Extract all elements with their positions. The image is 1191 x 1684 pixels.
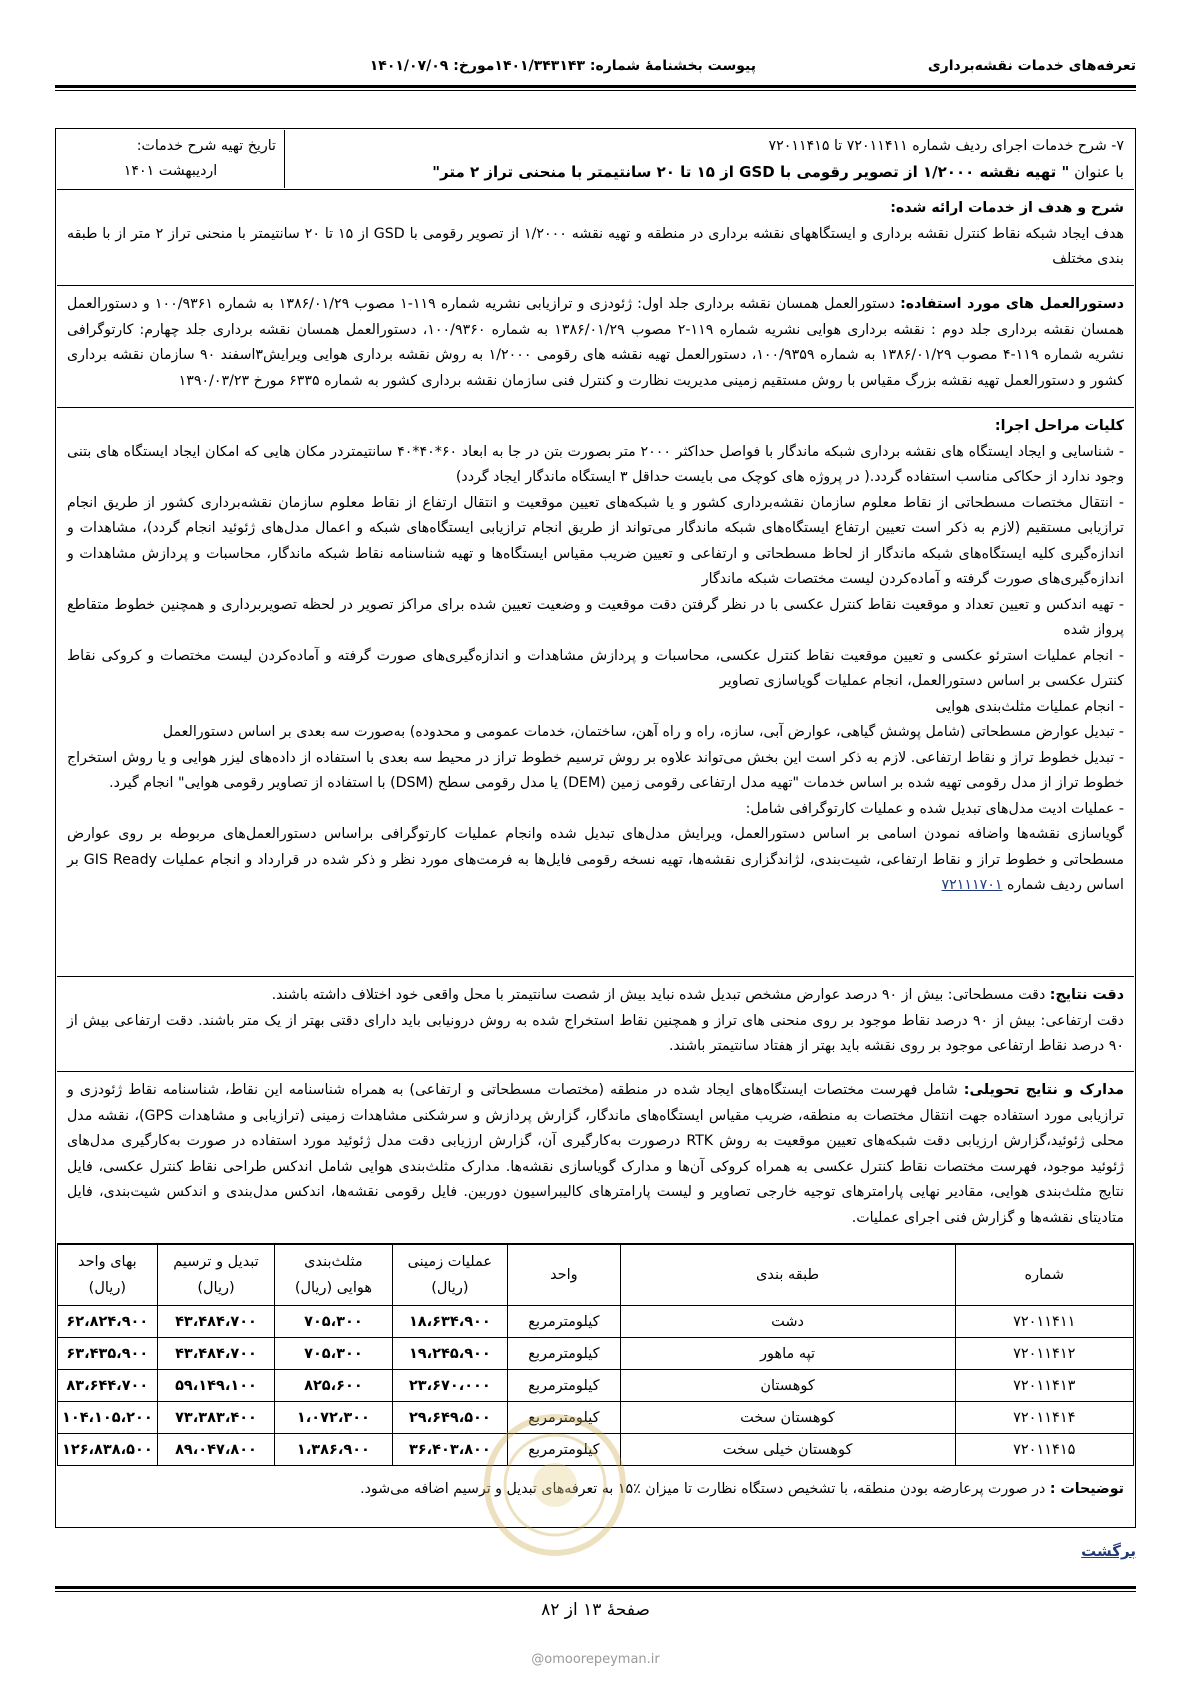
accuracy-section <box>57 977 1134 1072</box>
cell-conversion: ۴۳،۴۸۴،۷۰۰ <box>157 1338 275 1370</box>
steps-heading: کلیات مراحل اجرا: <box>994 418 1124 434</box>
step-item: - انتقال مختصات مسطحاتی از نقاط معلوم سازمان نقشه‌برداری کشور و یا شبکه‌های تعیین موقعیت و انتقال ارتفاع از نقاط معلوم سازمان نقشه‌برداری کشور از طریق انجام ترازیابی مستقیم (لازم به ذکر است تعیین ارتفاع ایستگاه‌های شبکه ماندگار می‌تواند از طریق انجام ترازیابی ایستگاه‌های شبکه و اعمال مدل‌های ژئوئید انجام گردد)، مشاهدات و اندازه‌گیری کلیه ایستگاه‌های شبکه ماندگار از لحاظ مسطحاتی و ارتفاعی و تعیین ضریب مقیاس ایستگاه‌ها و تهیه شناسنامه نقاط شبکه ماندگار، محاسبات و پردازش مشاهدات و اندازه‌گیری‌های صورت گرفته و آماده‌کردن لیست مختصات شبکه ماندگار <box>67 494 1124 587</box>
col-price-l2: (ریال) <box>88 1280 126 1296</box>
deliverables-text: شامل فهرست مختصات ایستگاه‌های ایجاد شده در منطقه (مختصات مسطحاتی و ارتفاعی) به همراه شناسنامه این نقاط، شناسنامه نقاط ژئودزی و ترازیابی مورد استفاده جهت انتقال مختصات به منطقه، ضریب مقیاس ایستگاه‌های ماندگار، گزارش پردازش و سرشکنی مشاهدات زمینی (ترازیابی و مشاهدات GPS)، نقشه مدل محلی ژئوئید،گزارش ارزیابی دقت شبکه‌های تعیین موقعیت به روش RTK درصورت به‌کارگیری آن، گزارش ارزیابی دقت مدل ژئوئید مورد استفاده در صورت به‌کارگیری مدل‌های ژئوئید موجود، فهرست مختصات نقاط کنترل عکسی به همراه کروکی آن‌ها و مدارک گویاسازی نقشه‌ها. مدارک مثلث‌بندی هوایی شامل اندکس طراحی نقاط کنترل عکسی، فایل نتایج مثلث‌بندی هوایی، مقادیر نهایی پارامترهای توجیه خارجی تصاویر و لیست پارامترهای کالیبراسیون دوربین. فایل رقومی نقشه‌ها، اندکس مدل‌بندی و اندکس شیت‌بندی، فایل متادیتای نقشه‌ها و گزارش فنی اجرای عملیات. <box>67 1082 1124 1226</box>
purpose-heading: شرح و هدف از خدمات ارائه شده: <box>890 200 1124 216</box>
row-reference-link[interactable]: ۷۲۱۱۱۷۰۱ <box>941 877 1003 893</box>
col-aerial-l2: هوایی (ریال) <box>294 1280 373 1296</box>
cell-number: ۷۲۰۱۱۴۱۳ <box>955 1370 1133 1402</box>
step-item: - تبدیل عوارض مسطحاتی (شامل پوشش گیاهی، عوارض آبی، سازه، راه و راه آهن، ساختمان، خدمات عمومی و محدوده) به‌صورت سه بعدی بر اساس دستورالعمل <box>162 724 1124 740</box>
cell-aerial: ۷۰۵،۳۰۰ <box>275 1306 392 1338</box>
col-aerial-l1: مثلث‌بندی <box>304 1254 363 1270</box>
cell-conversion: ۷۳،۳۸۳،۴۰۰ <box>157 1402 275 1434</box>
col-classification: طبقه بندی <box>620 1245 955 1306</box>
cell-number: ۷۲۰۱۱۴۱۴ <box>955 1402 1133 1434</box>
instructions-section <box>57 286 1134 408</box>
col-aerial <box>275 1245 392 1306</box>
cell-aerial: ۱،۰۷۲،۳۰۰ <box>275 1402 392 1434</box>
service-date-value: اردیبهشت ۱۴۰۱ <box>123 163 218 179</box>
service-title-section <box>57 130 1134 190</box>
footer-divider <box>55 1586 1136 1592</box>
cell-number: ۷۲۰۱۱۴۱۲ <box>955 1338 1133 1370</box>
deliverables-section <box>57 1072 1134 1244</box>
step-final-body: گویاسازی نقشه‌ها واضافه نمودن اسامی بر اساس دستورالعمل، ویرایش مدل‌های تبدیل شده وانجام عملیات کارتوگرافی براساس دستورالعمل‌های مربوطه بر روی عوارض مسطحاتی و خطوط تراز و نقاط ارتفاعی، شیت‌بندی، لژاندگزاری نقشه‌ها، تهیه نسخه رقومی فایل‌ها به فرمت‌های مورد نظر و ذکر شده در قرارداد و انجام عملیات GIS Ready بر اساس ردیف شماره <box>67 826 1124 893</box>
cell-unit-price: ۱۲۶،۸۳۸،۵۰۰ <box>58 1434 158 1466</box>
cell-ground: ۲۹،۶۴۹،۵۰۰ <box>392 1402 508 1434</box>
cell-number: ۷۲۰۱۱۴۱۱ <box>955 1306 1133 1338</box>
cell-unit: کیلومترمربع <box>508 1434 620 1466</box>
service-title-box <box>284 130 1134 188</box>
accuracy-heading: دقت نتایج: <box>1049 987 1124 1003</box>
col-unit-price <box>58 1245 158 1306</box>
service-date-label: تاریخ تهیه شرح خدمات: <box>136 138 276 154</box>
instructions-heading: دستورالعمل های مورد استفاده: <box>900 296 1125 312</box>
service-line2-prefix: با عنوان <box>1069 162 1124 181</box>
table-row <box>58 1306 1134 1338</box>
cell-unit: کیلومترمربع <box>508 1370 620 1402</box>
col-ground-l1: عملیات زمینی <box>407 1254 493 1270</box>
step-item: - انجام عملیات مثلث‌بندی هوایی <box>935 698 1124 715</box>
step-item: - شناسایی و ایجاد ایستگاه های نقشه برداری شبکه ماندگار با فواصل حداکثر ۲۰۰۰ متر بصورت بتن در جا به ابعاد ۶۰*۴۰*۴۰ سانتیمتردر مکان هایی که امکان ایجاد ایستگاه های بتنی وجود ندارد از حکاکی مناسب استفاده گردد.( در پروژه های کوچک می بایست حداقل ۳ ایستگاه ماندگار ایجاد گردد) <box>67 443 1124 485</box>
table-header-row <box>58 1245 1134 1306</box>
cell-classification: تپه ماهور <box>620 1338 955 1370</box>
cell-conversion: ۵۹،۱۴۹،۱۰۰ <box>157 1370 275 1402</box>
col-conv-l1: تبدیل و ترسیم <box>173 1254 259 1270</box>
cell-ground: ۳۶،۴۰۳،۸۰۰ <box>392 1434 508 1466</box>
header-attachment: پیوست بخشنامۀ شماره: ۱۴۰۱/۳۴۳۱۴۳مورخ: ۱۴۰۱/۰۷/۰۹ <box>369 58 756 74</box>
cell-classification: کوهستان سخت <box>620 1402 955 1434</box>
accuracy-text-2: دقت ارتفاعی: بیش از ۹۰ درصد نقاط موجود بر روی منحنی های تراز و همچنین نقاط استخراج شده به روش درونیابی باید دارای دقتی بهتر از یک متر باشند. دقت ارتفاعی بیش از ۹۰ درصد نقاط ارتفاعی موجود بر روی نقشه باید بهتر از هفتاد سانتیمتر باشند. <box>67 1012 1125 1054</box>
instructions-text: دستورالعمل همسان نقشه برداری جلد اول: ژئودزی و ترازیابی نشریه شماره ۱۱۹-۱ مصوب ۱۳۸۶/۰۱/۲۹ به شماره ۱۰۰/۹۳۶۱ و دستورالعمل همسان نقشه برداری جلد دوم : نقشه برداری هوایی نشریه شماره ۱۱۹-۲ مصوب ۱۳۸۶/۰۱/۲۹ به شماره ۱۰۰/۹۳۶۰، دستورالعمل همسان نقشه برداری جلد چهارم: کارتوگرافی نشریه شماره ۱۱۹-۴ مصوب ۱۳۸۶/۰۱/۲۹ به شماره ۱۰۰/۹۳۵۹، دستورالعمل تهیه نقشه های رقومی ۱/۲۰۰۰ به روش نقشه برداری هوایی ویرایش۳اسفند ۹۰ سازمان نقشه برداری کشور و دستورالعمل تهیه نقشه بزرگ مقیاس با روش مستقیم زمینی مدیریت نظارت و کنترل فنی سازمان نقشه برداری کشور به شماره ۶۳۳۵ مورخ ۱۳۹۰/۰۳/۲۳ <box>67 296 1125 389</box>
col-number: شماره <box>955 1245 1133 1306</box>
cell-ground: ۲۳،۶۷۰،۰۰۰ <box>392 1370 508 1402</box>
step-item: - تبدیل خطوط تراز و نقاط ارتفاعی. لازم به ذکر است این بخش می‌تواند علاوه بر روش ترسیم خطوط تراز در محیط سه بعدی با استفاده از داده‌های لیزر هوایی و یا روش استخراج خطوط تراز از مدل رقومی تهیه شده بر اساس خدمات "تهیه مدل ارتفاعی رقومی زمین (DEM) یا مدل رقومی سطح (DSM) با استفاده از تصاویر رقومی هوایی" انجام گیرد. <box>67 749 1124 791</box>
accuracy-text: دقت مسطحاتی: بیش از ۹۰ درصد عوارض مشخص تبدیل شده نباید بیش از شصت سانتیمتر با محل واقعی خود اختلاف داشته باشند. <box>271 987 1050 1003</box>
service-line1: ۷- شرح خدمات اجرای ردیف شماره ۷۲۰۱۱۴۱۱ تا ۷۲۰۱۱۴۱۵ <box>768 138 1124 154</box>
cell-ground: ۱۹،۲۴۵،۹۰۰ <box>392 1338 508 1370</box>
cell-aerial: ۸۲۵،۶۰۰ <box>275 1370 392 1402</box>
cell-conversion: ۸۹،۰۴۷،۸۰۰ <box>157 1434 275 1466</box>
cell-unit: کیلومترمربع <box>508 1338 620 1370</box>
cell-ground: ۱۸،۶۳۴،۹۰۰ <box>392 1306 508 1338</box>
cell-aerial: ۷۰۵،۳۰۰ <box>275 1338 392 1370</box>
col-conversion <box>157 1245 275 1306</box>
site-watermark: @omoorepeyman.ir <box>531 1652 660 1667</box>
col-unit: واحد <box>508 1245 620 1306</box>
header-title: تعرفه‌های خدمات نقشه‌برداری <box>927 58 1136 74</box>
notes-text: در صورت پرعارضه بودن منطقه، با تشخیص دستگاه نظارت تا میزان ٪۱۵ به تعرفه‌های تبدیل و ترسیم اضافه می‌شود. <box>360 1481 1050 1497</box>
col-price-l1: بهای واحد <box>77 1254 137 1270</box>
page-header <box>55 54 1136 80</box>
col-ground <box>392 1245 508 1306</box>
cell-unit-price: ۸۳،۶۴۴،۷۰۰ <box>58 1370 158 1402</box>
cell-number: ۷۲۰۱۱۴۱۵ <box>955 1434 1133 1466</box>
page-number: صفحۀ ۱۳ از ۸۲ <box>541 1600 650 1620</box>
cell-unit: کیلومترمربع <box>508 1402 620 1434</box>
cell-unit-price: ۶۳،۴۳۵،۹۰۰ <box>58 1338 158 1370</box>
step-item: - انجام عملیات استرئو عکسی و تعیین موقعیت نقاط کنترل عکسی، محاسبات و پردازش مشاهدات و اندازه‌گیری‌های صورت گرفته و آماده‌کردن لیست مختصات و کروکی نقاط کنترل عکسی بر اساس دستورالعمل، انجام عملیات گویاسازی تصاویر <box>67 647 1124 689</box>
cell-classification: کوهستان <box>620 1370 955 1402</box>
cell-unit-price: ۶۲،۸۲۴،۹۰۰ <box>58 1306 158 1338</box>
table-row <box>58 1338 1134 1370</box>
back-link[interactable]: برگشت <box>1081 1542 1136 1560</box>
service-line2 <box>295 160 1124 186</box>
steps-section <box>57 408 1134 977</box>
service-line2-title: " تهیه نقشه ۱/۲۰۰۰ از تصویر رقومی با GSD از ۱۵ تا ۲۰ سانتیمتر با منحنی تراز ۲ متر" <box>432 162 1070 181</box>
service-date-box <box>57 130 284 188</box>
col-ground-l2: (ریال) <box>431 1280 469 1296</box>
cell-classification: کوهستان خیلی سخت <box>620 1434 955 1466</box>
notes-heading: توضیحات : <box>1049 1481 1124 1497</box>
cell-unit: کیلومترمربع <box>508 1306 620 1338</box>
purpose-text: هدف ایجاد شبکه نقاط کنترل نقشه برداری و ایستگاههای نقشه برداری در منطقه و تهیه نقشه ۱/۲۰۰۰ از تصویر رقومی با GSD از ۱۵ تا ۲۰ سانتیمتر با منحنی تراز ۲ متر از با طبقه بندی مختلف <box>67 225 1125 267</box>
step-final-text <box>67 822 1124 899</box>
step-item: - عملیات ادیت مدل‌های تبدیل شده و عملیات کارتوگرافی شامل: <box>745 800 1124 817</box>
step-item: - تهیه اندکس و تعیین تعداد و موقعیت نقاط کنترل عکسی با در نظر گرفتن دقت موقعیت و وضعیت تعیین شده برای مراکز تصویر در لحظه تصویربرداری و همچنین خطوط متقاطع پرواز شده <box>67 596 1124 638</box>
cell-aerial: ۱،۳۸۶،۹۰۰ <box>275 1434 392 1466</box>
header-divider <box>55 85 1136 91</box>
cell-conversion: ۴۳،۴۸۴،۷۰۰ <box>157 1306 275 1338</box>
cell-classification: دشت <box>620 1306 955 1338</box>
purpose-section <box>57 190 1134 286</box>
seal-watermark-icon <box>480 1410 630 1560</box>
col-conv-l2: (ریال) <box>197 1280 235 1296</box>
deliverables-heading: مدارک و نتایج تحویلی: <box>963 1082 1124 1098</box>
table-row <box>58 1370 1134 1402</box>
cell-unit-price: ۱۰۴،۱۰۵،۲۰۰ <box>58 1402 158 1434</box>
